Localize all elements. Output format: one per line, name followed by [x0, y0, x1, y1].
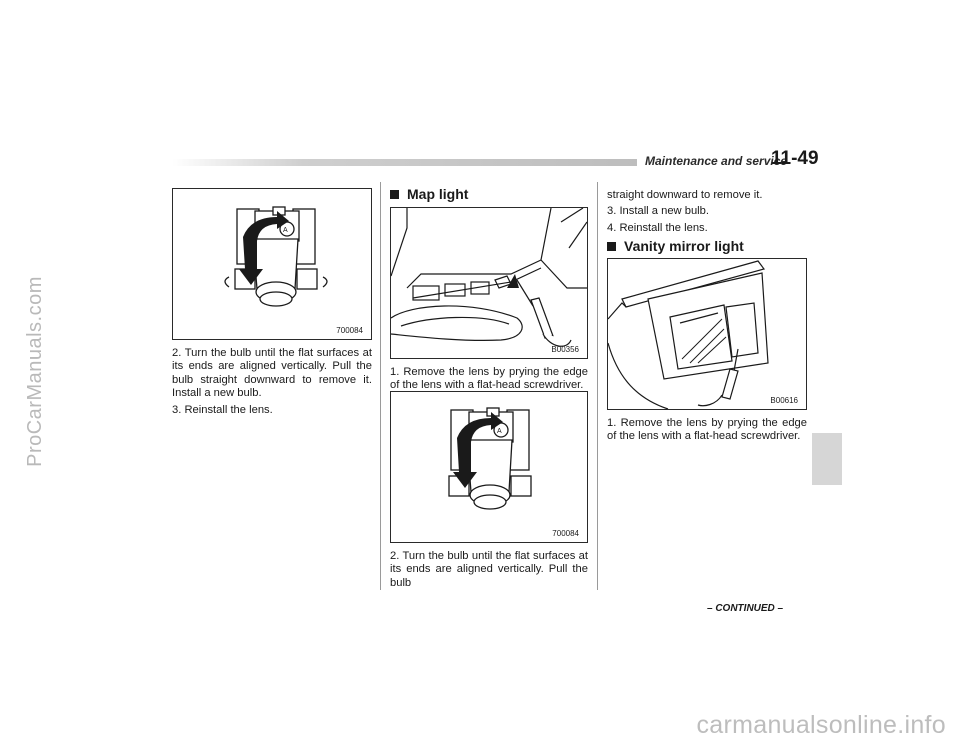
- vanity-mirror-figure: [607, 258, 807, 410]
- bulb-removal-illustration-2: [391, 392, 587, 542]
- vanity-mirror-illustration: [608, 259, 806, 409]
- heading-bullet-square: [390, 190, 399, 199]
- figure-code: 700084: [336, 326, 363, 335]
- chapter-thumb-tab: [812, 433, 842, 485]
- step-1-text: 1. Remove the lens by prying the edge of the lens with a flat-head screwdriver.: [390, 366, 588, 392]
- section-title: Maintenance and service: [645, 154, 788, 168]
- side-watermark-text: ProCarManuals.com: [23, 275, 46, 467]
- step-1-text: 1. Remove the lens by prying the edge of the lens with a flat-head screwdriver.: [607, 417, 807, 443]
- side-watermark: [20, 0, 50, 742]
- bottom-watermark: carmanualsonline.info: [696, 711, 946, 739]
- step-3-text: 3. Install a new bulb.: [607, 205, 709, 218]
- map-light-heading-text: Map light: [407, 186, 469, 202]
- figure-code: 700084: [552, 529, 579, 538]
- bulb-removal-figure-2: [390, 391, 588, 543]
- step-4-text: 4. Reinstall the lens.: [607, 221, 708, 234]
- bulb-removal-figure: [172, 188, 372, 340]
- col1-instructions: [172, 347, 372, 420]
- svg-text:A: A: [497, 428, 502, 435]
- header-rule: [172, 159, 637, 166]
- continued-marker: – CONTINUED –: [707, 603, 784, 614]
- step-2-text: 2. Turn the bulb until the flat surfaces at its ends are aligned vertically. Pull the bulb straight downward to remove it. Install a new bulb.: [172, 347, 372, 400]
- continued-step-text: straight downward to remove it.: [607, 189, 763, 201]
- col3-step1: [607, 417, 807, 447]
- column-divider-1: [380, 182, 381, 590]
- vanity-mirror-heading-text: Vanity mirror light: [624, 238, 744, 254]
- column-divider-2: [597, 182, 598, 590]
- svg-text:A: A: [283, 227, 288, 234]
- bulb-removal-illustration: [173, 189, 371, 339]
- heading-bullet-square: [607, 242, 616, 251]
- map-light-illustration: [391, 208, 587, 358]
- map-light-heading: [390, 186, 468, 202]
- figure-code: B00616: [770, 396, 798, 405]
- page-number: 11-49: [771, 148, 819, 169]
- vanity-mirror-heading: [607, 238, 744, 254]
- step-3-text: 3. Reinstall the lens.: [172, 403, 273, 416]
- map-light-figure: [390, 207, 588, 359]
- col2-step2: [390, 550, 588, 593]
- figure-code: B00356: [551, 345, 579, 354]
- col3-continued-steps: [607, 189, 807, 238]
- step-2-text: 2. Turn the bulb until the flat surfaces at its ends are aligned vertically. Pull the bulb: [390, 550, 588, 589]
